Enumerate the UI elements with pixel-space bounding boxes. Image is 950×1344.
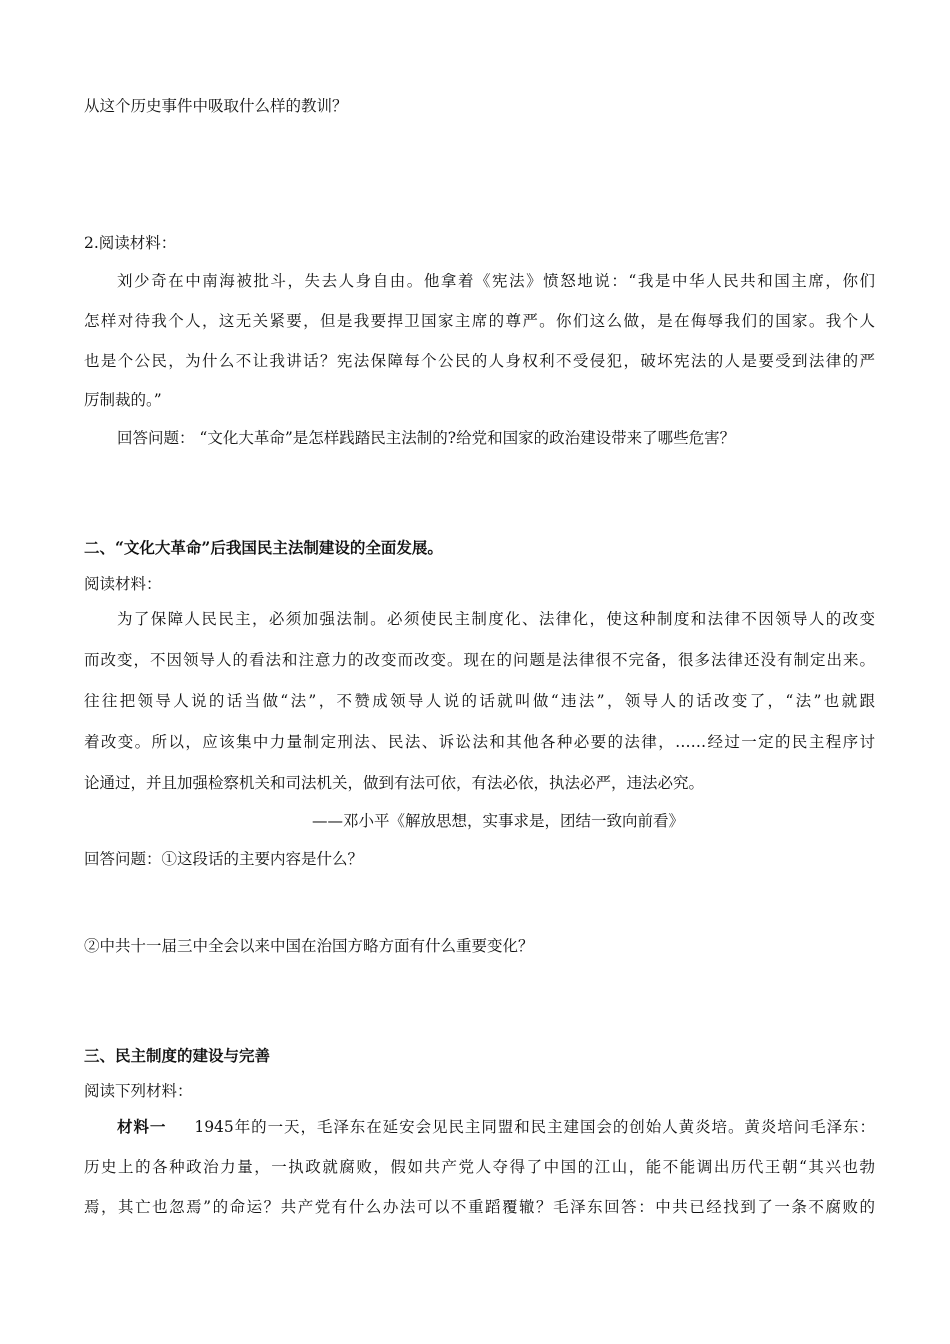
section3-material1-line (117, 1117, 875, 1137)
section2-material-line: 着改变。所以，应该集中力量制定刑法、民法、诉讼法和其他各种必要的法律，……经过一定的民主程序讨 (84, 733, 875, 751)
intro-question: 从这个历史事件中吸取什么样的教训？ (84, 97, 348, 115)
q2-question: 回答问题： “文化大革命”是怎样践踏民主法制的?给党和国家的政治建设带来了哪些危害？ (117, 429, 736, 447)
q2-material-line: 厉制裁的。” (84, 391, 162, 409)
material1-text: 1945年的一天，毛泽东在延安会见民主同盟和民主建国会的创始人黄炎培。黄炎培问毛泽东： (194, 1118, 875, 1136)
section3-material1-line: 焉，其亡也忽焉”的命运？共产党有什么办法可以不重蹈覆辙？毛泽东回答：中共已经找到了一条不腐败的 (84, 1198, 875, 1216)
section2-question-2: ②中共十一届三中全会以来中国在治国方略方面有什么重要变化？ (84, 937, 534, 955)
section2-material-line: 往往把领导人说的话当做“法”，不赞成领导人说的话就叫做“违法”，领导人的话改变了，“法”也就跟 (84, 692, 875, 710)
section2-source: ——邓小平《解放思想，实事求是，团结一致向前看》 (312, 812, 685, 830)
section2-material-line: 论通过，并且加强检察机关和司法机关，做到有法可依，有法必依，执法必严，违法必究。 (84, 774, 705, 792)
q2-material-line: 刘少奇在中南海被批斗，失去人身自由。他拿着《宪法》愤怒地说：“我是中华人民共和国主席，你们 (117, 272, 875, 290)
section2-material-line: 为了保障人民民主，必须加强法制。必须使民主制度化、法律化，使这种制度和法律不因领导人的改变 (117, 610, 875, 628)
section3-material1-line: 历史上的各种政治力量，一执政就腐败，假如共产党人夺得了中国的江山，能不能调出历代王朝“其兴也勃 (84, 1158, 875, 1176)
section3-heading: 三、民主制度的建设与完善 (84, 1046, 271, 1065)
section2-read-label: 阅读材料： (84, 575, 162, 593)
section3-read-label: 阅读下列材料： (84, 1082, 193, 1100)
q2-material-line: 怎样对待我个人，这无关紧要，但是我要捍卫国家主席的尊严。你们这么做，是在侮辱我们的国家。我个人 (84, 312, 875, 330)
q2-heading: 2.阅读材料： (84, 234, 177, 252)
section2-question-1: 回答问题：①这段话的主要内容是什么？ (84, 850, 364, 868)
material1-label: 材料一 (117, 1117, 167, 1136)
section2-heading: 二、“文化大革命”后我国民主法制建设的全面发展。 (84, 538, 443, 557)
section2-material-line: 而改变，不因领导人的看法和注意力的改变而改变。现在的问题是法律很不完备，很多法律还没有制定出来。 (84, 651, 875, 669)
q2-material-line: 也是个公民，为什么不让我讲话？宪法保障每个公民的人身权利不受侵犯，破坏宪法的人是要受到法律的严 (84, 352, 875, 370)
